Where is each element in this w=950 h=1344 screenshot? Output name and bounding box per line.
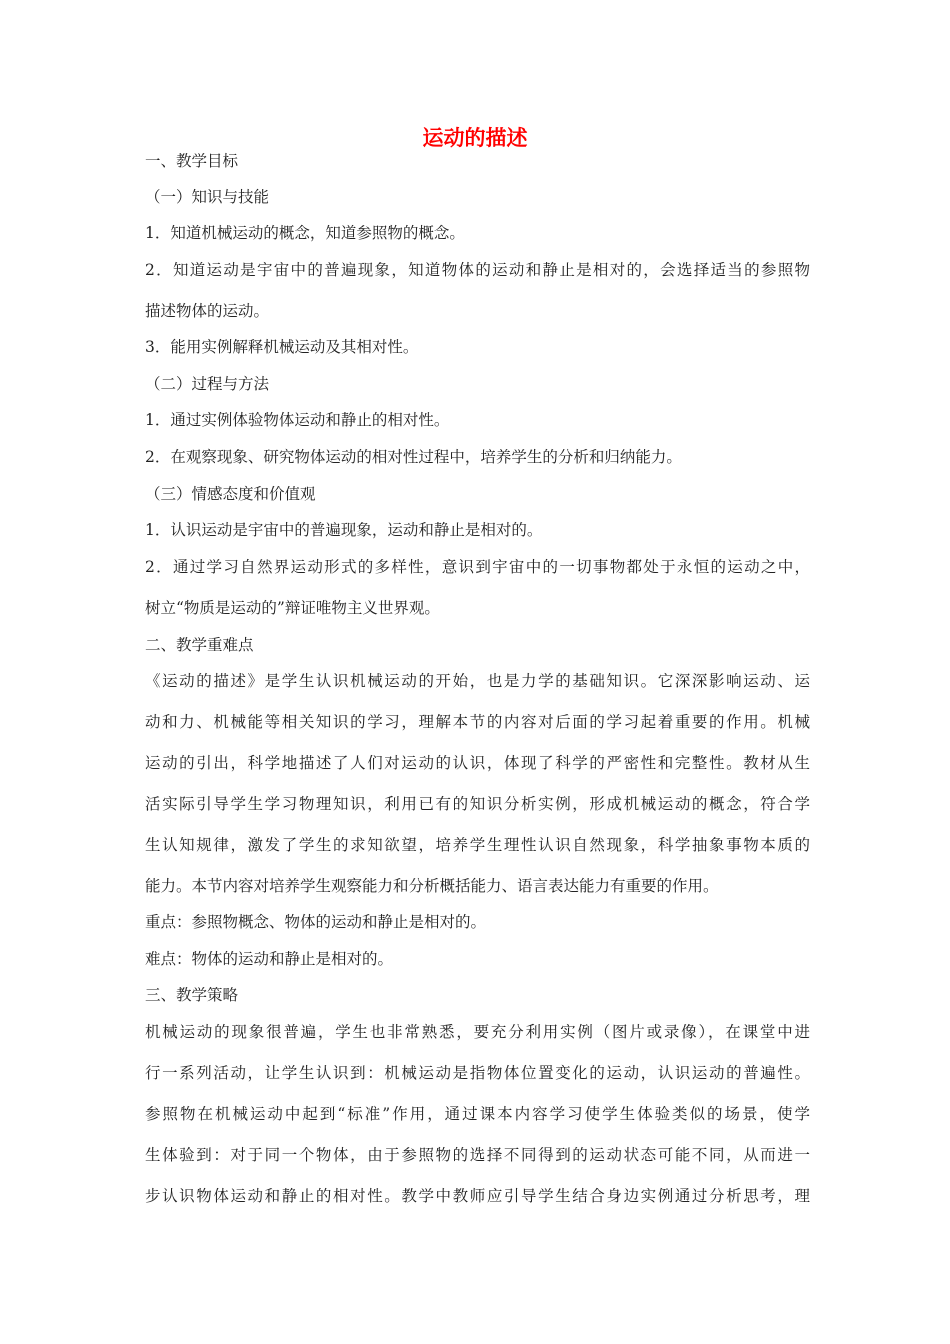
- heading-teaching-goals: 一、教学目标: [145, 152, 239, 170]
- heading-key-points: 二、教学重难点: [145, 636, 254, 654]
- subheading-process-method: （二）过程与方法: [145, 375, 270, 393]
- key-point: 重点：参照物概念、物体的运动和静止是相对的。: [145, 913, 487, 931]
- paragraph-line: 参照物在机械运动中起到“标准”作用，通过课本内容学习使学生体验类似的场景，使学: [145, 1105, 810, 1123]
- goal-item: 2．知道运动是宇宙中的普遍现象，知道物体的运动和静止是相对的，会选择适当的参照物: [145, 261, 810, 279]
- goal-item: 3．能用实例解释机械运动及其相对性。: [145, 338, 419, 356]
- document-title: 运动的描述: [422, 125, 528, 150]
- subheading-emotion-values: （三）情感态度和价值观: [145, 485, 316, 503]
- paragraph-line: 《运动的描述》是学生认识机械运动的开始，也是力学的基础知识。它深深影响运动、运: [145, 672, 810, 690]
- goal-item: 2．在观察现象、研究物体运动的相对性过程中，培养学生的分析和归纳能力。: [145, 448, 682, 466]
- heading-teaching-strategy: 三、教学策略: [145, 986, 239, 1004]
- paragraph-line: 运动的引出，科学地描述了人们对运动的认识，体现了科学的严密性和完整性。教材从生: [145, 754, 810, 772]
- paragraph-line: 能力。本节内容对培养学生观察能力和分析概括能力、语言表达能力有重要的作用。: [145, 877, 719, 895]
- goal-item: 1．知道机械运动的概念，知道参照物的概念。: [145, 224, 465, 242]
- paragraph-line: 活实际引导学生学习物理知识，利用已有的知识分析实例，形成机械运动的概念，符合学: [145, 795, 810, 813]
- goal-item: 1．认识运动是宇宙中的普遍现象，运动和静止是相对的。: [145, 521, 543, 539]
- goal-item-continued: 描述物体的运动。: [145, 302, 270, 320]
- difficult-point: 难点：物体的运动和静止是相对的。: [145, 950, 394, 968]
- paragraph-line: 动和力、机械能等相关知识的学习，理解本节的内容对后面的学习起着重要的作用。机械: [145, 713, 810, 731]
- paragraph-line: 机械运动的现象很普遍，学生也非常熟悉，要充分利用实例（图片或录像），在课堂中进: [145, 1023, 810, 1041]
- goal-item-continued: 树立“物质是运动的”辩证唯物主义世界观。: [145, 599, 440, 617]
- paragraph-line: 生认知规律，激发了学生的求知欲望，培养学生理性认识自然现象，科学抽象事物本质的: [145, 836, 810, 854]
- paragraph-line: 生体验到：对于同一个物体，由于参照物的选择不同得到的运动状态可能不同，从而进一: [145, 1146, 810, 1164]
- paragraph-line: 步认识物体运动和静止的相对性。教学中教师应引导学生结合身边实例通过分析思考，理: [145, 1187, 810, 1205]
- goal-item: 2．通过学习自然界运动形式的多样性，意识到宇宙中的一切事物都处于永恒的运动之中，: [145, 558, 810, 576]
- paragraph-line: 行一系列活动，让学生认识到：机械运动是指物体位置变化的运动，认识运动的普遍性。: [145, 1064, 810, 1082]
- subheading-knowledge-skills: （一）知识与技能: [145, 188, 270, 206]
- goal-item: 1．通过实例体验物体运动和静止的相对性。: [145, 411, 450, 429]
